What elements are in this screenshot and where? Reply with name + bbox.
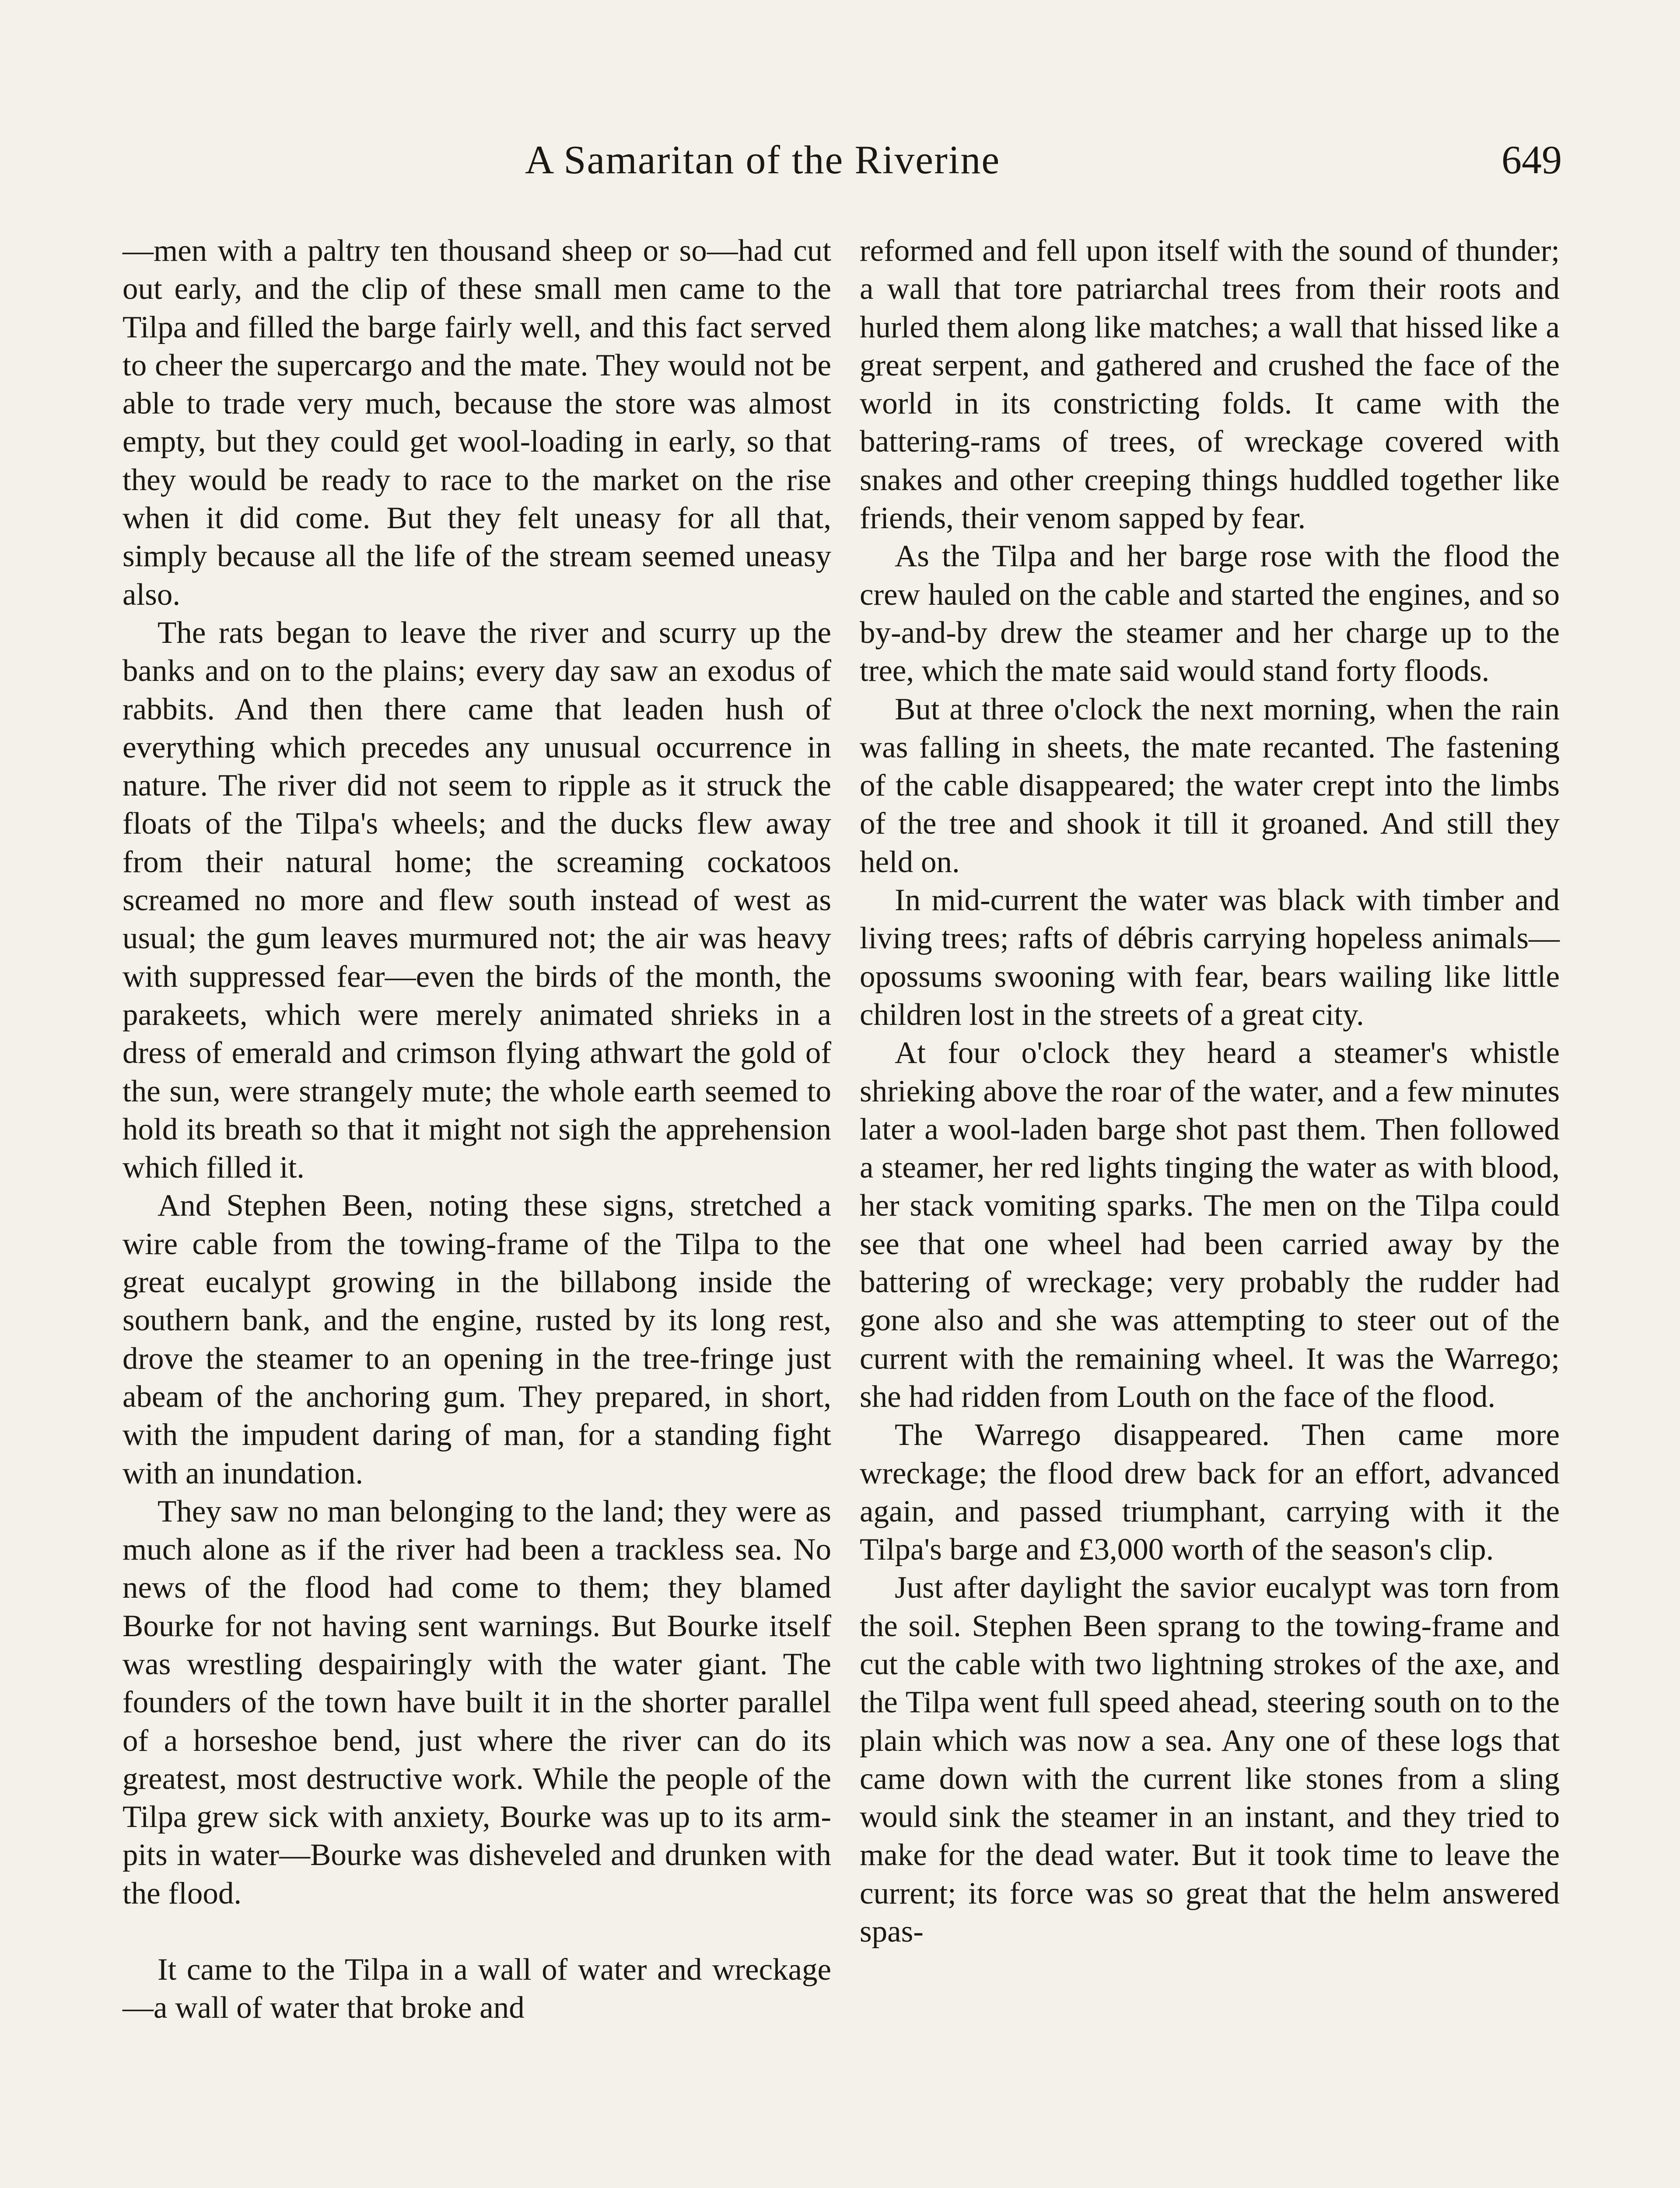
paragraph: As the Tilpa and her barge rose with the flood the crew hauled on the cable and started the engines, and so by-and-by drew the steamer and her charge up to the tree, which the mate said would stand forty floods. [860, 539, 1560, 688]
paragraph: Just after daylight the savior eucalypt was torn from the soil. Stephen Been sprang to the towing-frame and cut the cable with two lightning strokes of the axe, and the Tilpa went full speed ahead, steering south on to the plain which was now a sea. Any one of these logs that came down with the current like stones from a sling would sink the steamer in an instant, and they tried to make for the dead water. But it took time to leave the current; its force was so great that the helm answered spas- [860, 1571, 1560, 1949]
paragraph: In mid-current the water was black with timber and living trees; rafts of débris carrying hopeless animals—opossums swooning with fear, bears wailing like little children lost in the streets of a great city. [860, 883, 1560, 1032]
right-column [860, 232, 1560, 1951]
paragraph: —men with a paltry ten thousand sheep or so—had cut out early, and the clip of these small men came to the Tilpa and filled the barge fairly well, and this fact served to cheer the supercargo and the mate. They would not be able to trade very much, because the store was almost empty, but they could get wool-loading in early, so that they would be ready to race to the market on the rise when it did come. But they felt uneasy for all that, simply because all the life of the stream seemed uneasy also. [122, 234, 831, 612]
paragraph: And Stephen Been, noting these signs, stretched a wire cable from the towing-frame of the Tilpa to the great eucalypt growing in the billabong inside the southern bank, and the engine, rusted by its long rest, drove the steamer to an opening in the tree-fringe just abeam of the anchoring gum. They prepared, in short, with the impudent daring of man, for a standing fight with an inundation. [122, 1189, 831, 1490]
paragraph: reformed and fell upon itself with the sound of thunder; a wall that tore patriarchal trees from their roots and hurled them along like matches; a wall that hissed like a great serpent, and gathered and crushed the face of the world in its constricting folds. It came with the battering-rams of trees, of wreckage covered with snakes and other creeping things huddled together like friends, their venom sapped by fear. [860, 234, 1560, 536]
left-column [122, 232, 831, 2027]
paragraph: They saw no man belonging to the land; they were as much alone as if the river had been a trackless sea. No news of the flood had come to them; they blamed Bourke for not having sent warnings. But Bourke itself was wrestling despairingly with the water giant. The founders of the town have built it in the shorter parallel of a horseshoe bend, just where the river can do its greatest, most destructive work. While the people of the Tilpa grew sick with anxiety, Bourke was up to its arm-pits in water—Bourke was disheveled and drunken with the flood. [122, 1494, 831, 1911]
paragraph: The rats began to leave the river and scurry up the banks and on to the plains; every day saw an exodus of rabbits. And then there came that leaden hush of everything which precedes any unusual occurrence in nature. The river did not seem to ripple as it struck the floats of the Tilpa's wheels; and the ducks flew away from their natural home; the screaming cockatoos screamed no more and flew south instead of west as usual; the gum leaves murmured not; the air was heavy with suppressed fear—even the birds of the month, the parakeets, which were merely animated shrieks in a dress of emerald and crimson flying athwart the gold of the sun, were strangely mute; the whole earth seemed to hold its breath so that it might not sigh the apprehension which filled it. [122, 615, 831, 1185]
paragraph: The Warrego disappeared. Then came more wreckage; the flood drew back for an effort, advanced again, and passed triumphant, carrying with it the Tilpa's barge and £3,000 worth of the season's clip. [860, 1418, 1560, 1567]
paragraph: It came to the Tilpa in a wall of water and wreckage—a wall of water that broke and [122, 1953, 831, 2025]
page-header [0, 129, 1680, 190]
paragraph: But at three o'clock the next morning, when the rain was falling in sheets, the mate recanted. The fastening of the cable disappeared; the water crept into the limbs of the tree and shook it till it groaned. And still they held on. [860, 692, 1560, 879]
paragraph: At four o'clock they heard a steamer's whistle shrieking above the roar of the water, and a few minutes later a wool-laden barge shot past them. Then followed a steamer, her red lights tinging the water as with blood, her stack vomiting sparks. The men on the Tilpa could see that one wheel had been carried away by the battering of wreckage; very probably the rudder had gone also and she was attempting to steer out of the current with the remaining wheel. It was the Warrego; she had ridden from Louth on the face of the flood. [860, 1036, 1560, 1414]
page-number: 649 [1502, 137, 1562, 182]
running-title: A Samaritan of the Riverine [525, 137, 1001, 182]
